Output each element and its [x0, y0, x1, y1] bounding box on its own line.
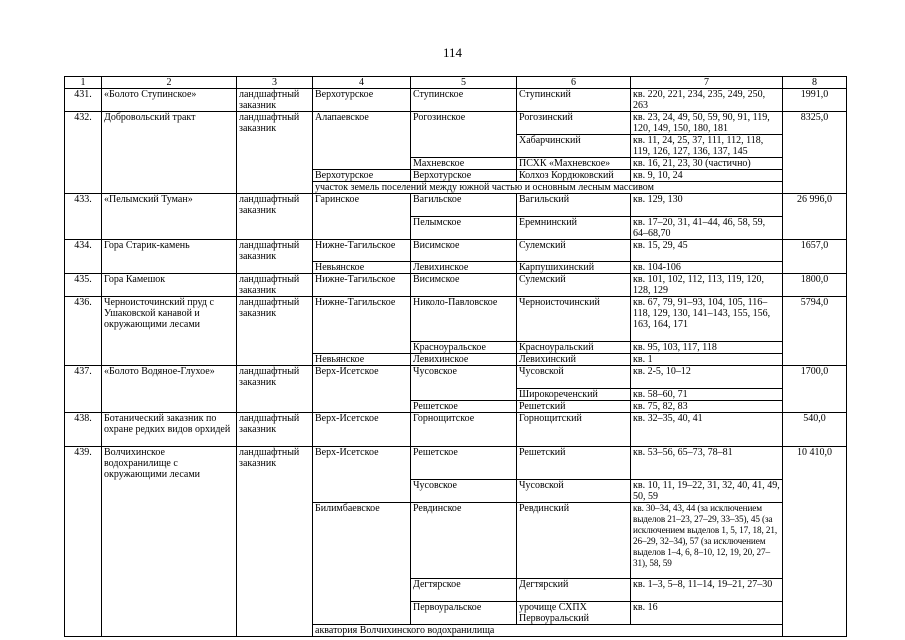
- table-row: [65, 216, 847, 239]
- quarters: кв. 58–60, 71: [631, 388, 783, 400]
- forest-unit: Чусовской: [517, 366, 631, 389]
- table-row: [65, 602, 847, 625]
- quarters: кв. 16: [631, 602, 783, 625]
- forestry-section: Чусовское: [411, 480, 517, 503]
- area-category: ландшафтный заказник: [237, 412, 313, 446]
- quarters: кв. 30–34, 43, 44 (за исключением выделов 21–23, 27–29, 33–35), 45 (за исключением выделов 1, 5, 17, 18, 21, 26–29, 32–34), 57 (за исключением выделов 1–4, 6, 8–10, 12, 19, 20, 27–31), 58, 59: [631, 503, 783, 579]
- table-row: [65, 112, 847, 135]
- forestry-district: Верх-Исетское: [313, 366, 411, 389]
- row-number: 436.: [65, 297, 102, 342]
- area-ha: 5794,0: [783, 297, 847, 342]
- table-row: [65, 446, 847, 480]
- forestry-section: Горнощитское: [411, 412, 517, 446]
- area-name: [102, 579, 237, 602]
- area-ha: [783, 182, 847, 194]
- forestry-district: Алапаевское: [313, 112, 411, 135]
- forest-unit: Красноуральский: [517, 342, 631, 354]
- area-category: [237, 182, 313, 194]
- area-name: [102, 170, 237, 182]
- forestry-section: Ревдинское: [411, 503, 517, 579]
- forestry-district: [313, 602, 411, 625]
- row-number: 432.: [65, 112, 102, 135]
- area-category: ландшафтный заказник: [237, 274, 313, 297]
- area-ha: [783, 400, 847, 412]
- header-cell-5: 5: [411, 77, 517, 89]
- area-category: ландшафтный заказник: [237, 89, 313, 112]
- quarters: кв. 23, 24, 49, 50, 59, 90, 91, 119, 120, 149, 150, 180, 181: [631, 112, 783, 135]
- forest-unit: Решетский: [517, 400, 631, 412]
- row-number: [65, 400, 102, 412]
- quarters: кв. 104-106: [631, 262, 783, 274]
- area-name: Гора Старик-камень: [102, 239, 237, 262]
- forest-unit: Хабарчинский: [517, 135, 631, 158]
- area-category: ландшафтный заказник: [237, 446, 313, 480]
- forestry-district: Верх-Исетское: [313, 446, 411, 480]
- forestry-district: [313, 400, 411, 412]
- forestry-district: Гаринское: [313, 194, 411, 217]
- forestry-section: Решетское: [411, 446, 517, 480]
- forest-unit: Еремнинский: [517, 216, 631, 239]
- area-name: [102, 400, 237, 412]
- forest-unit: Вагильский: [517, 194, 631, 217]
- table-row: [65, 579, 847, 602]
- forestry-section: Первоуральское: [411, 602, 517, 625]
- reservoir-water-area-note: акватория Волчихинского водохранилища: [313, 625, 783, 637]
- forestry-district: [313, 480, 411, 503]
- area-ha: [783, 135, 847, 158]
- area-category: ландшафтный заказник: [237, 297, 313, 342]
- area-category: [237, 158, 313, 170]
- quarters: кв. 1–3, 5–8, 11–14, 19–21, 27–30: [631, 579, 783, 602]
- table-row: [65, 342, 847, 354]
- row-number: [65, 182, 102, 194]
- forest-unit: Горнощитский: [517, 412, 631, 446]
- table-row: [65, 135, 847, 158]
- row-number: [65, 262, 102, 274]
- row-number: [65, 388, 102, 400]
- forest-unit: урочище СХПХ Первоуральский: [517, 602, 631, 625]
- row-number: 433.: [65, 194, 102, 217]
- header-cell-1: 1: [65, 77, 102, 89]
- table-row: [65, 239, 847, 262]
- area-ha: [783, 262, 847, 274]
- row-number: [65, 216, 102, 239]
- table-row: [65, 262, 847, 274]
- forest-unit: Чусовской: [517, 480, 631, 503]
- quarters: кв. 9, 10, 24: [631, 170, 783, 182]
- forest-unit: Колхоз Кордюковский: [517, 170, 631, 182]
- area-ha: 1991,0: [783, 89, 847, 112]
- forestry-district: Верхотурское: [313, 170, 411, 182]
- area-ha: 8325,0: [783, 112, 847, 135]
- header-cell-3: 3: [237, 77, 313, 89]
- table-row: [65, 480, 847, 503]
- area-name: [102, 216, 237, 239]
- forestry-district: Невьянское: [313, 354, 411, 366]
- quarters: кв. 75, 82, 83: [631, 400, 783, 412]
- forestry-section: Махневское: [411, 158, 517, 170]
- area-name: [102, 503, 237, 579]
- area-category: [237, 135, 313, 158]
- quarters: кв. 220, 221, 234, 235, 249, 250, 263: [631, 89, 783, 112]
- forestry-section: Пелымское: [411, 216, 517, 239]
- forest-unit: Рогозинский: [517, 112, 631, 135]
- forestry-section: Вагильское: [411, 194, 517, 217]
- area-category: ландшафтный заказник: [237, 366, 313, 389]
- row-number: [65, 158, 102, 170]
- table-row: [65, 412, 847, 446]
- row-number: 439.: [65, 446, 102, 480]
- quarters: кв. 67, 79, 91–93, 104, 105, 116–118, 129, 130, 141–143, 155, 156, 163, 164, 171: [631, 297, 783, 342]
- row-number: [65, 480, 102, 503]
- forestry-section: Красноуральское: [411, 342, 517, 354]
- row-number: 435.: [65, 274, 102, 297]
- row-number: [65, 135, 102, 158]
- area-category: [237, 354, 313, 366]
- area-ha: [783, 158, 847, 170]
- table-row: [65, 89, 847, 112]
- forestry-district: Верх-Исетское: [313, 412, 411, 446]
- forestry-section: Николо-Павловское: [411, 297, 517, 342]
- table-row: [65, 170, 847, 182]
- quarters: кв. 95, 103, 117, 118: [631, 342, 783, 354]
- area-category: [237, 170, 313, 182]
- area-ha: 1800,0: [783, 274, 847, 297]
- row-number: 437.: [65, 366, 102, 389]
- area-category: [237, 625, 313, 637]
- area-name: Волчихинское водохранилище с окружающими лесами: [102, 446, 237, 480]
- forestry-section: Дегтярское: [411, 579, 517, 602]
- area-ha: [783, 625, 847, 637]
- area-category: [237, 216, 313, 239]
- forestry-section: Чусовское: [411, 366, 517, 389]
- area-ha: 1657,0: [783, 239, 847, 262]
- quarters: кв. 2-5, 10–12: [631, 366, 783, 389]
- page-number: 114: [442, 45, 463, 60]
- area-ha: [783, 602, 847, 625]
- forest-unit: Дегтярский: [517, 579, 631, 602]
- forestry-section: Висимское: [411, 239, 517, 262]
- area-category: [237, 388, 313, 400]
- forestry-section: Левихинское: [411, 354, 517, 366]
- table-row: [65, 182, 847, 194]
- area-name: «Болото Водяное-Глухое»: [102, 366, 237, 389]
- area-category: [237, 480, 313, 503]
- forestry-section: [411, 388, 517, 400]
- forest-unit: ПСХК «Махневское»: [517, 158, 631, 170]
- quarters: кв. 11, 24, 25, 37, 111, 112, 118, 119, 126, 127, 136, 137, 145: [631, 135, 783, 158]
- forest-unit: Сулемский: [517, 274, 631, 297]
- area-name: [102, 388, 237, 400]
- area-name: [102, 602, 237, 625]
- forest-unit: Карпушихинский: [517, 262, 631, 274]
- header-cell-4: 4: [313, 77, 411, 89]
- area-category: [237, 400, 313, 412]
- forestry-district: [313, 342, 411, 354]
- quarters: кв. 101, 102, 112, 113, 119, 120, 128, 129: [631, 274, 783, 297]
- forestry-district: Нижне-Тагильское: [313, 239, 411, 262]
- settlement-lands-note: участок земель поселений между южной частью и основным лесным массивом: [313, 182, 783, 194]
- area-name: [102, 354, 237, 366]
- row-number: 434.: [65, 239, 102, 262]
- forest-unit: Широкореченский: [517, 388, 631, 400]
- area-name: Гора Камешок: [102, 274, 237, 297]
- quarters: кв. 1: [631, 354, 783, 366]
- table-row: [65, 194, 847, 217]
- quarters: кв. 53–56, 65–73, 78–81: [631, 446, 783, 480]
- area-ha: 1700,0: [783, 366, 847, 389]
- quarters: кв. 17–20, 31, 41–44, 46, 58, 59, 64–68,70: [631, 216, 783, 239]
- forestry-district: [313, 135, 411, 158]
- area-name: [102, 158, 237, 170]
- quarters: кв. 16, 21, 23, 30 (частично): [631, 158, 783, 170]
- row-number: [65, 354, 102, 366]
- area-ha: [783, 216, 847, 239]
- area-ha: 26 996,0: [783, 194, 847, 217]
- forest-unit: Сулемский: [517, 239, 631, 262]
- quarters: кв. 15, 29, 45: [631, 239, 783, 262]
- header-cell-8: 8: [783, 77, 847, 89]
- forest-unit: Решетский: [517, 446, 631, 480]
- area-ha: [783, 480, 847, 503]
- area-ha: 540,0: [783, 412, 847, 446]
- forestry-district: [313, 579, 411, 602]
- area-category: [237, 262, 313, 274]
- forestry-section: Левихинское: [411, 262, 517, 274]
- forestry-district: Верхотурское: [313, 89, 411, 112]
- forestry-district: Нижне-Тагильское: [313, 274, 411, 297]
- forestry-section: Решетское: [411, 400, 517, 412]
- row-number: [65, 602, 102, 625]
- area-name: [102, 480, 237, 503]
- header-row: [65, 77, 847, 89]
- row-number: [65, 342, 102, 354]
- row-number: [65, 503, 102, 579]
- quarters: кв. 32–35, 40, 41: [631, 412, 783, 446]
- table-row: [65, 158, 847, 170]
- area-category: [237, 579, 313, 602]
- forestry-section: Висимское: [411, 274, 517, 297]
- table-row: [65, 400, 847, 412]
- header-cell-2: 2: [102, 77, 237, 89]
- area-name: «Болото Ступинское»: [102, 89, 237, 112]
- table-row: [65, 366, 847, 389]
- forest-unit: Ревдинский: [517, 503, 631, 579]
- protected-areas-table: [64, 76, 847, 637]
- forest-unit: Левихинский: [517, 354, 631, 366]
- row-number: 431.: [65, 89, 102, 112]
- forestry-district: Нижне-Тагильское: [313, 297, 411, 342]
- header-cell-7: 7: [631, 77, 783, 89]
- forest-unit: Ступинский: [517, 89, 631, 112]
- area-category: [237, 342, 313, 354]
- row-number: [65, 579, 102, 602]
- table-row: [65, 388, 847, 400]
- area-category: ландшафтный заказник: [237, 112, 313, 135]
- area-name: Черноисточинский пруд с Ушаковской канавой и окружающими лесами: [102, 297, 237, 342]
- area-ha: [783, 503, 847, 579]
- area-name: [102, 135, 237, 158]
- table-row: [65, 354, 847, 366]
- forest-unit: Черноисточинский: [517, 297, 631, 342]
- table-row: [65, 297, 847, 342]
- forestry-district: Билимбаевское: [313, 503, 411, 579]
- forestry-section: Ступинское: [411, 89, 517, 112]
- area-name: Добровольский тракт: [102, 112, 237, 135]
- area-name: «Пелымский Туман»: [102, 194, 237, 217]
- area-category: [237, 602, 313, 625]
- forestry-district: [313, 216, 411, 239]
- area-name: [102, 625, 237, 637]
- area-ha: [783, 579, 847, 602]
- area-ha: [783, 342, 847, 354]
- area-ha: [783, 354, 847, 366]
- forestry-section: Рогозинское: [411, 112, 517, 135]
- area-ha: 10 410,0: [783, 446, 847, 480]
- forestry-section: [411, 135, 517, 158]
- area-ha: [783, 170, 847, 182]
- header-cell-6: 6: [517, 77, 631, 89]
- area-name: [102, 262, 237, 274]
- area-category: ландшафтный заказник: [237, 239, 313, 262]
- quarters: кв. 10, 11, 19–22, 31, 32, 40, 41, 49, 50, 59: [631, 480, 783, 503]
- table-row: [65, 503, 847, 579]
- row-number: [65, 625, 102, 637]
- forestry-district: [313, 388, 411, 400]
- row-number: 438.: [65, 412, 102, 446]
- area-name: [102, 342, 237, 354]
- area-name: [102, 182, 237, 194]
- forestry-district: Невьянское: [313, 262, 411, 274]
- quarters: кв. 129, 130: [631, 194, 783, 217]
- area-category: [237, 503, 313, 579]
- row-number: [65, 170, 102, 182]
- area-category: ландшафтный заказник: [237, 194, 313, 217]
- forestry-district: [313, 158, 411, 170]
- table-row: [65, 274, 847, 297]
- area-name: Ботанический заказник по охране редких видов орхидей: [102, 412, 237, 446]
- area-ha: [783, 388, 847, 400]
- table-row: [65, 625, 847, 637]
- forestry-section: Верхотурское: [411, 170, 517, 182]
